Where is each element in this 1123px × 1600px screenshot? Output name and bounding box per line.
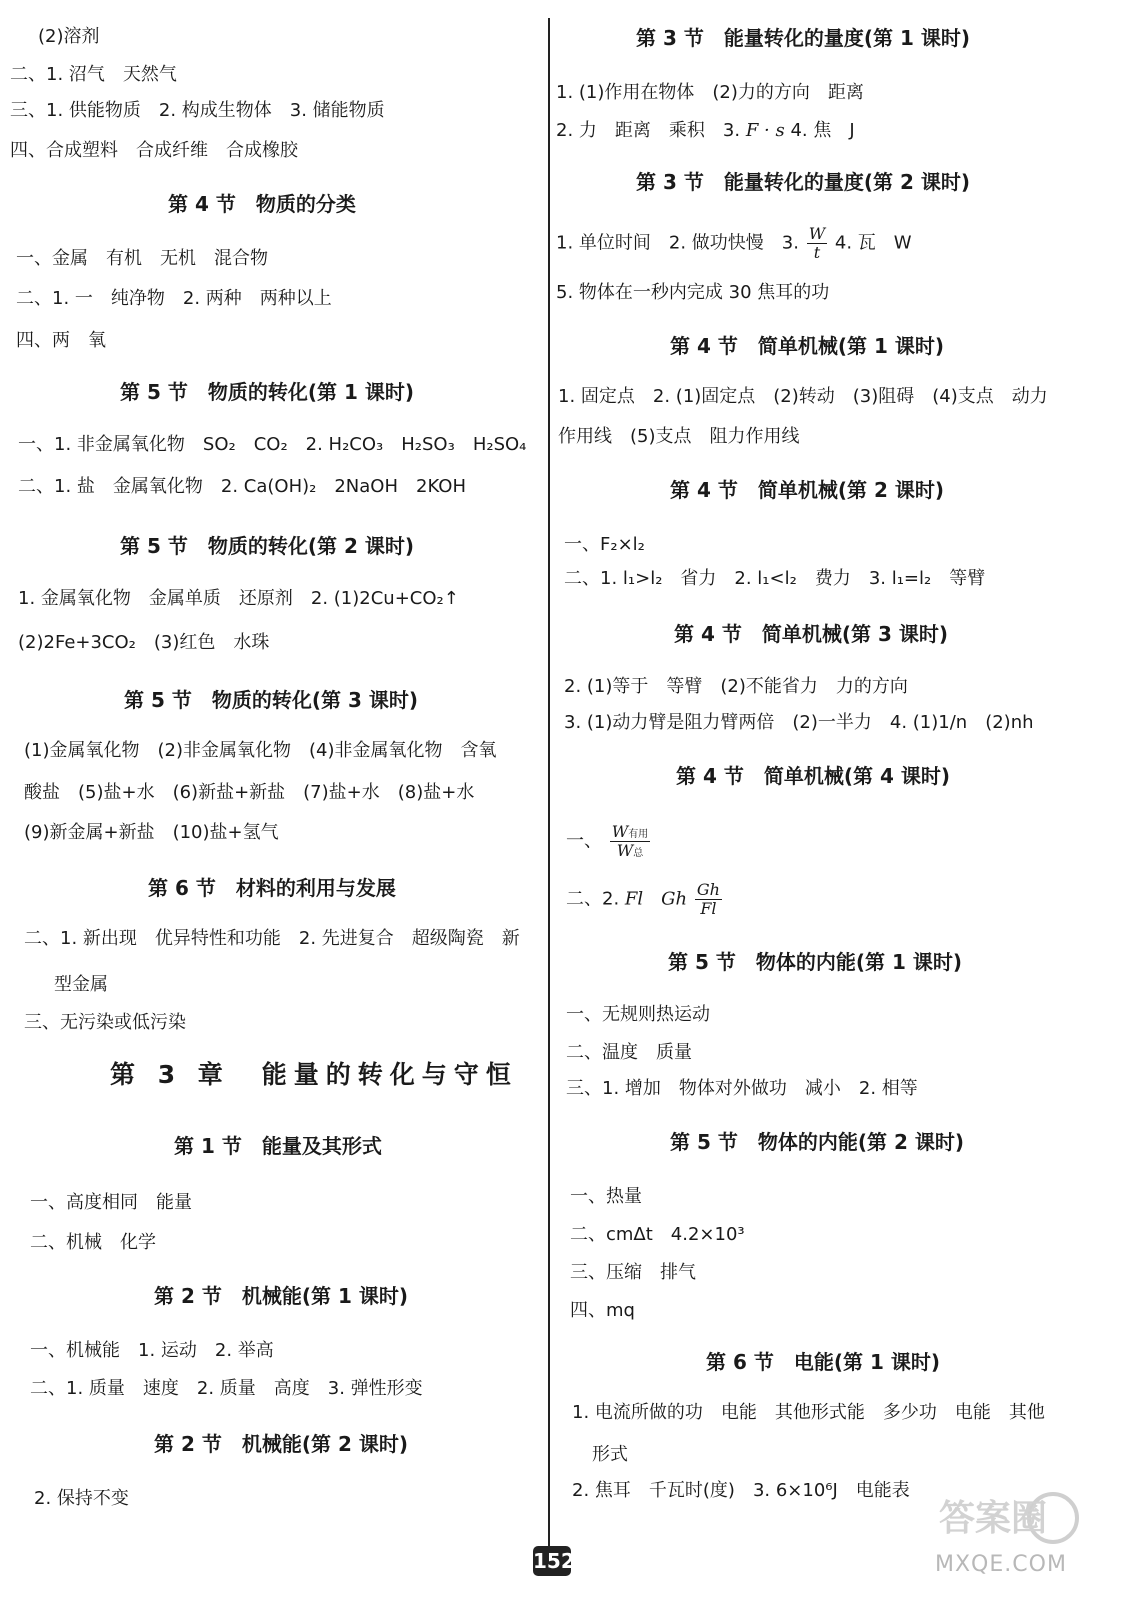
answer-line: 2. (1)等于 等臂 (2)不能省力 力的方向 <box>564 676 908 697</box>
section-heading: 第 6 节 材料的利用与发展 <box>148 876 396 900</box>
column-divider <box>548 18 550 1563</box>
answer-line: 1. 固定点 2. (1)固定点 (2)转动 (3)阻碍 (4)支点 动力 <box>558 386 1048 407</box>
answer-line: 二、1. 新出现 优异特性和功能 2. 先进复合 超级陶瓷 新 <box>24 928 520 949</box>
section-heading: 第 3 节 能量转化的量度(第 1 课时) <box>636 26 970 50</box>
section-heading: 第 4 节 简单机械(第 4 课时) <box>676 764 950 788</box>
answer-line: 作用线 (5)支点 阻力作用线 <box>558 426 800 447</box>
answer-text: 一、 <box>566 830 602 852</box>
watermark-text: MXQE.COM <box>935 1552 1067 1577</box>
section-heading: 第 2 节 机械能(第 2 课时) <box>154 1432 408 1456</box>
answer-line: 酸盐 (5)盐+水 (6)新盐+新盐 (7)盐+水 (8)盐+水 <box>24 782 475 803</box>
answer-line: 5. 物体在一秒内完成 30 焦耳的功 <box>556 282 830 303</box>
page-number: 152 <box>533 1546 571 1576</box>
section-heading: 第 4 节 物质的分类 <box>168 192 356 216</box>
efficiency-fraction: $\frac{\text{W有用}}{\text{W总}}$ <box>611 822 649 860</box>
chapter-title: 第 3 章 能量的转化与守恒 <box>110 1060 518 1089</box>
answer-line: 二、机械 化学 <box>30 1232 156 1253</box>
section-heading: 第 5 节 物质的转化(第 1 课时) <box>120 380 414 404</box>
answer-line: 一、F₂×l₂ <box>564 534 645 555</box>
answer-line: 一、无规则热运动 <box>566 1004 710 1025</box>
answer-line: 2. 焦耳 千瓦时(度) 3. 6×10⁶J 电能表 <box>572 1480 910 1501</box>
answer-line: 二、1. 质量 速度 2. 质量 高度 3. 弹性形变 <box>30 1378 423 1399</box>
answer-line: 四、mq <box>570 1300 635 1321</box>
efficiency-fraction: $\frac{Gh}{Fl}$ <box>696 880 720 918</box>
watermark <box>935 1480 1085 1590</box>
section-heading: 第 2 节 机械能(第 1 课时) <box>154 1284 408 1308</box>
answer-line: 二、1. l₁>l₂ 省力 2. l₁<l₂ 费力 3. l₁=l₂ 等臂 <box>564 568 986 589</box>
answer-line <box>556 226 912 261</box>
answer-text: 2. 力 距离 乘积 3. <box>556 120 741 141</box>
answer-line: 型金属 <box>54 974 108 995</box>
section-heading: 第 4 节 简单机械(第 1 课时) <box>670 334 944 358</box>
section-heading: 第 3 节 能量转化的量度(第 2 课时) <box>636 170 970 194</box>
watermark-logo-icon <box>935 1480 1085 1550</box>
formula-fl-gh: Fl Gh <box>624 888 688 910</box>
answer-line: 一、机械能 1. 运动 2. 举高 <box>30 1340 274 1361</box>
answer-line: 一、金属 有机 无机 混合物 <box>16 248 268 269</box>
answer-line: 二、1. 一 纯净物 2. 两种 两种以上 <box>16 288 332 309</box>
answer-line: 一、热量 <box>570 1186 642 1207</box>
section-heading: 第 6 节 电能(第 1 课时) <box>706 1350 940 1374</box>
answer-line: 形式 <box>592 1444 628 1465</box>
answer-text: 二、2. <box>566 888 620 910</box>
section-heading: 第 4 节 简单机械(第 2 课时) <box>670 478 944 502</box>
answer-line: 二、温度 质量 <box>566 1042 692 1063</box>
answer-line: 四、合成塑料 合成纤维 合成橡胶 <box>10 140 298 161</box>
answer-line: (1)金属氧化物 (2)非金属氧化物 (4)非金属氧化物 含氧 <box>24 740 497 761</box>
answer-line <box>566 824 652 859</box>
answer-line: 2. 保持不变 <box>34 1488 129 1509</box>
answer-line <box>566 882 724 917</box>
answer-line: 三、压缩 排气 <box>570 1262 696 1283</box>
answer-line: 四、两 氧 <box>16 330 106 351</box>
answer-line: 二、cmΔt 4.2×10³ <box>570 1224 745 1245</box>
answer-line: 一、高度相同 能量 <box>30 1192 192 1213</box>
answer-line: (2)2Fe+3CO₂ (3)红色 水珠 <box>18 632 270 653</box>
answer-line: 二、1. 沼气 天然气 <box>10 64 177 85</box>
answer-line: 三、无污染或低污染 <box>24 1012 186 1033</box>
answer-line: 1. 金属氧化物 金属单质 还原剂 2. (1)2Cu+CO₂↑ <box>18 588 459 609</box>
answer-line: (9)新金属+新盐 (10)盐+氢气 <box>24 822 279 843</box>
answer-line: 1. 电流所做的功 电能 其他形式能 多少功 电能 其他 <box>572 1402 1045 1423</box>
answer-line: 一、1. 非金属氧化物 SO₂ CO₂ 2. H₂CO₃ H₂SO₃ H₂SO₄ <box>18 434 527 455</box>
section-heading: 第 5 节 物体的内能(第 1 课时) <box>668 950 962 974</box>
power-fraction: $\frac{W}{t}$ <box>808 224 826 262</box>
answer-text: 4. 瓦 W <box>834 232 912 254</box>
answer-line: 三、1. 增加 物体对外做功 减小 2. 相等 <box>566 1078 918 1099</box>
section-heading: 第 5 节 物体的内能(第 2 课时) <box>670 1130 964 1154</box>
answer-text: 1. 单位时间 2. 做功快慢 3. <box>556 232 799 254</box>
answer-line: 3. (1)动力臂是阻力臂两倍 (2)一半力 4. (1)1/n (2)nh <box>564 712 1034 733</box>
section-heading: 第 5 节 物质的转化(第 2 课时) <box>120 534 414 558</box>
svg-text:答案圈: 答案圈 <box>939 1498 1048 1539</box>
answer-line: 1. (1)作用在物体 (2)力的方向 距离 <box>556 82 864 103</box>
answer-line: (2)溶剂 <box>38 26 100 47</box>
answer-line <box>556 122 855 140</box>
formula-fs: F · s <box>745 120 785 141</box>
section-heading: 第 4 节 简单机械(第 3 课时) <box>674 622 948 646</box>
answer-line: 三、1. 供能物质 2. 构成生物体 3. 储能物质 <box>10 100 385 121</box>
section-heading: 第 5 节 物质的转化(第 3 课时) <box>124 688 418 712</box>
answer-line: 二、1. 盐 金属氧化物 2. Ca(OH)₂ 2NaOH 2KOH <box>18 476 466 497</box>
section-heading: 第 1 节 能量及其形式 <box>174 1134 382 1158</box>
answer-text: 4. 焦 J <box>790 120 855 141</box>
